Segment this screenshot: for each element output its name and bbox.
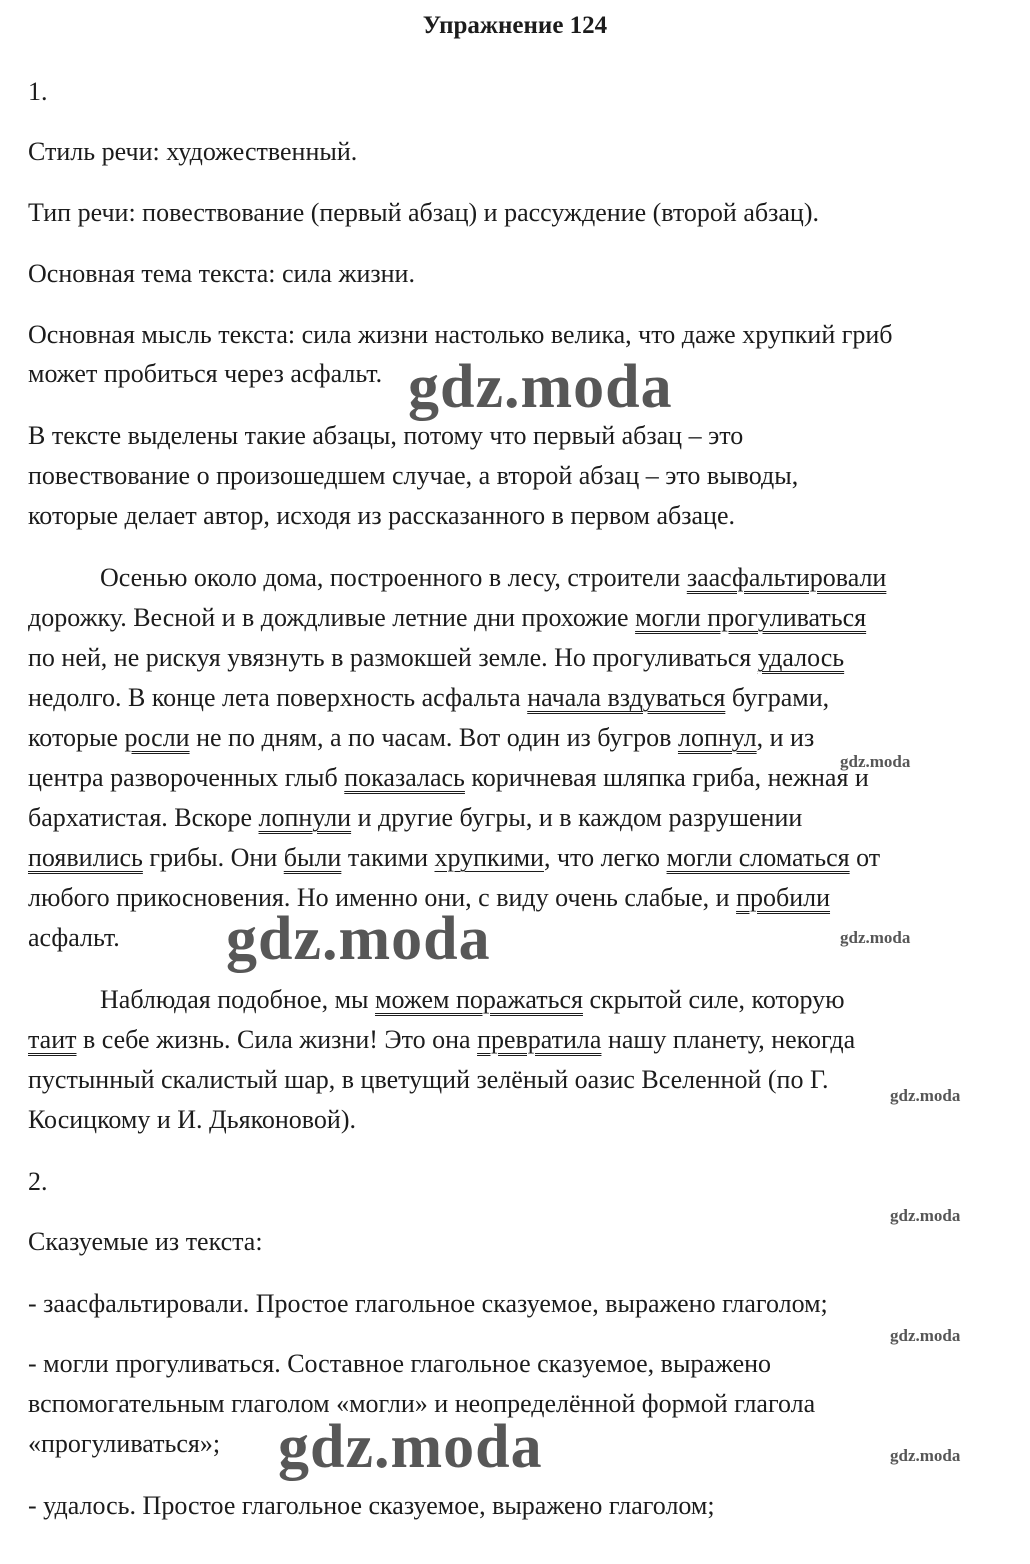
watermark: gdz.moda bbox=[278, 1413, 543, 1481]
predicate: могли сломаться bbox=[666, 843, 850, 872]
predicate: начала вздуваться bbox=[527, 683, 726, 712]
speech-type: Тип речи: повествование (первый абзац) и рассуждение (второй абзац). bbox=[28, 198, 819, 227]
watermark: gdz.moda bbox=[890, 1206, 961, 1225]
section-number: 2. bbox=[28, 1167, 48, 1196]
list-item: вспомогательным глаголом «могли» и неопределённой формой глагола bbox=[28, 1389, 816, 1418]
speech-style: Стиль речи: художественный. bbox=[28, 137, 358, 166]
predicate: таит bbox=[28, 1025, 77, 1054]
text-line: дорожку. Весной и в дождливые летние дни прохожие могли прогуливаться bbox=[28, 603, 867, 632]
list-item: - могли прогуливаться. Составное глагольное сказуемое, выражено bbox=[28, 1349, 772, 1378]
watermark: gdz.moda bbox=[890, 1086, 961, 1105]
list-item: «прогуливаться»; bbox=[28, 1429, 221, 1458]
text-line: недолго. В конце лета поверхность асфальта начала вздуваться буграми, bbox=[28, 683, 830, 712]
text-line: любого прикосновения. Но именно они, с виду очень слабые, и пробили bbox=[28, 883, 831, 912]
text-line: бархатистая. Вскоре лопнули и другие бугры, и в каждом разрушении bbox=[28, 803, 803, 832]
text-line: Осенью около дома, построенного в лесу, строители заасфальтировали bbox=[100, 563, 887, 592]
predicate: лопнули bbox=[258, 803, 352, 832]
predicate: удалось bbox=[757, 643, 845, 672]
page-title: Упражнение 124 bbox=[422, 12, 608, 39]
watermark: gdz.moda bbox=[840, 928, 911, 947]
text-line: таит в себе жизнь. Сила жизни! Это она превратила нашу планету, некогда bbox=[28, 1025, 856, 1054]
text-line: Наблюдая подобное, мы можем поражаться скрытой силе, которую bbox=[100, 985, 845, 1014]
text-line: асфальт. bbox=[28, 923, 120, 952]
predicate: можем поражаться bbox=[375, 985, 583, 1014]
text-line: Косицкому и И. Дьяконовой). bbox=[28, 1105, 356, 1134]
predicate: показалась bbox=[344, 763, 465, 792]
text-idea: Основная мысль текста: сила жизни настолько велика, что даже хрупкий гриб bbox=[28, 320, 893, 349]
list-item: - заасфальтировали. Простое глагольное сказуемое, выражено глаголом; bbox=[28, 1289, 828, 1318]
predicate: превратила bbox=[477, 1025, 602, 1054]
watermark: gdz.moda bbox=[890, 1326, 961, 1345]
predicate-part: хрупкими bbox=[434, 843, 544, 872]
text-line: которые росли не по дням, а по часам. Вот один из бугров лопнул, и из bbox=[28, 723, 815, 752]
predicate: появились bbox=[28, 843, 143, 872]
text-theme: Основная тема текста: сила жизни. bbox=[28, 259, 415, 288]
text-line: по ней, не рискуя увязнуть в размокшей земле. Но прогуливаться удалось bbox=[28, 643, 845, 672]
watermark: gdz.moda bbox=[840, 752, 911, 771]
text-line: пустынный скалистый шар, в цветущий зелёный оазис Вселенной (по Г. bbox=[28, 1065, 829, 1094]
text-idea: может пробиться через асфальт. bbox=[28, 359, 383, 388]
watermark: gdz.moda bbox=[226, 905, 491, 973]
predicate: лопнул bbox=[677, 723, 757, 752]
predicate: могли прогуливаться bbox=[635, 603, 867, 632]
text-line: появились грибы. Они были такими хрупкими, что легко могли сломаться от bbox=[28, 843, 881, 872]
predicate: заасфальтировали bbox=[686, 563, 887, 592]
watermark: gdz.moda bbox=[890, 1446, 961, 1465]
paragraph-explanation: которые делает автор, исходя из рассказанного в первом абзаце. bbox=[28, 501, 735, 530]
predicate: были bbox=[283, 843, 342, 872]
watermark: gdz.moda bbox=[408, 353, 673, 421]
paragraph-explanation: В тексте выделены такие абзацы, потому что первый абзац – это bbox=[28, 421, 744, 450]
predicate: пробили bbox=[736, 883, 831, 912]
section-number: 1. bbox=[28, 77, 48, 106]
text-line: центра развороченных глыб показалась коричневая шляпка гриба, нежная и bbox=[28, 763, 869, 792]
paragraph-explanation: повествование о произошедшем случае, а второй абзац – это выводы, bbox=[28, 461, 799, 490]
predicate: росли bbox=[124, 723, 190, 752]
section-heading: Сказуемые из текста: bbox=[28, 1227, 263, 1256]
list-item: - удалось. Простое глагольное сказуемое, выражено глаголом; bbox=[28, 1491, 715, 1520]
